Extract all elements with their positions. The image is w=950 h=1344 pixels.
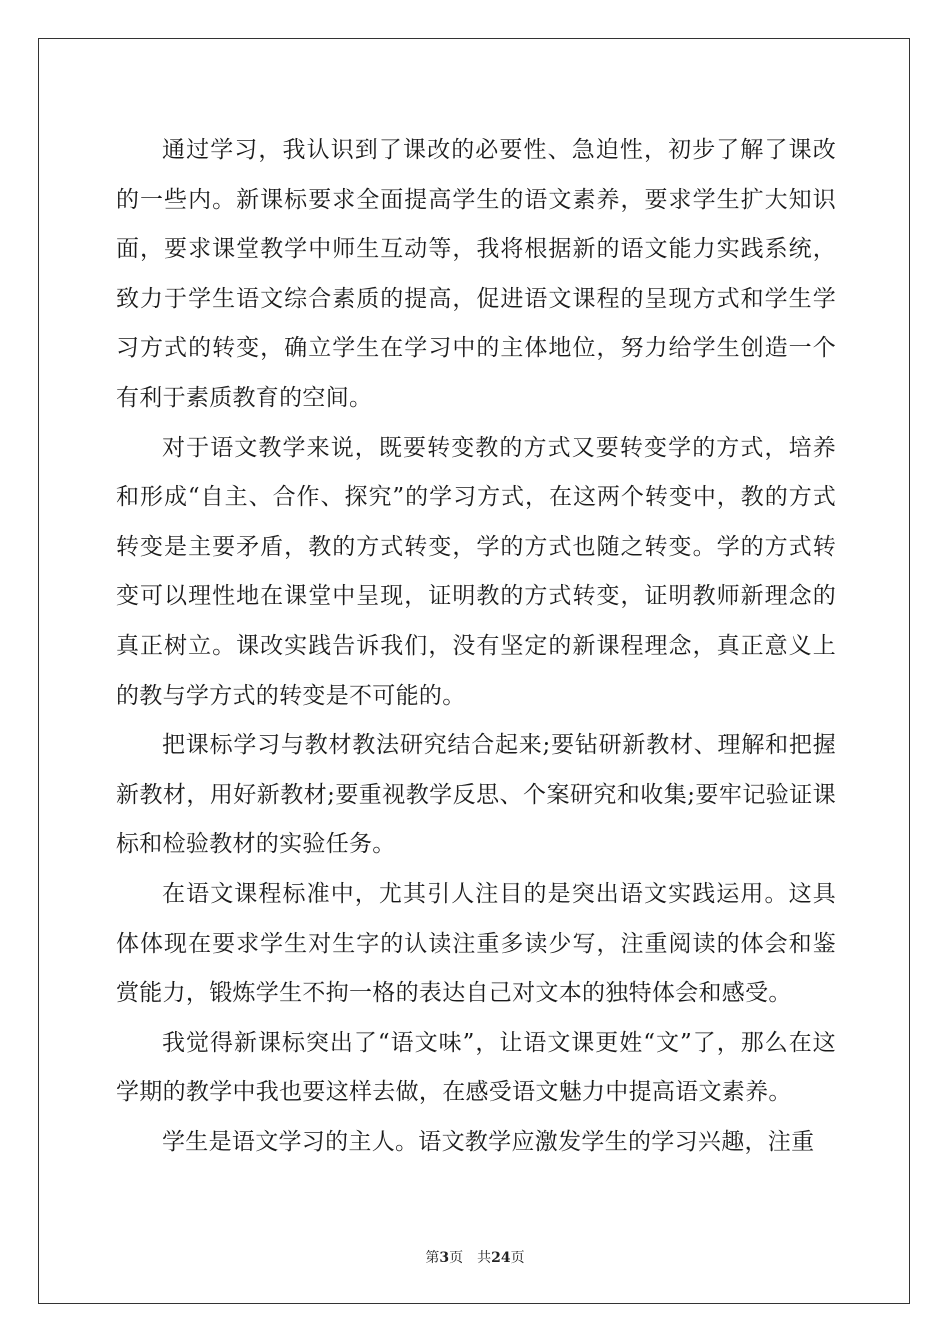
paragraph: 在语文课程标准中，尤其引人注目的是突出语文实践运用。这具体体现在要求学生对生字的认读注重多读少写，注重阅读的体会和鉴赏能力，锻炼学生不拘一格的表达自己对文本的独特体会和感受。	[116, 880, 836, 1007]
total-prefix: 共	[477, 1250, 492, 1266]
page-suffix: 页	[449, 1250, 464, 1266]
page-number: 3	[439, 1250, 450, 1266]
document-body	[116, 126, 836, 1167]
total-suffix: 页	[510, 1250, 525, 1266]
paragraph: 通过学习，我认识到了课改的必要性、急迫性，初步了解了课改的一些内。新课标要求全面提高学生的语文素养，要求学生扩大知识面，要求课堂教学中师生互动等，我将根据新的语文能力实践系统，致力于学生语文综合素质的提高，促进语文课程的呈现方式和学生学习方式的转变，确立学生在学习中的主体地位，努力给学生创造一个有利于素质教育的空间。	[116, 137, 836, 411]
page-footer	[0, 1247, 950, 1267]
paragraph: 学生是语文学习的主人。语文教学应激发学生的学习兴趣，注重	[162, 1128, 815, 1155]
paragraph: 对于语文教学来说，既要转变教的方式又要转变学的方式，培养和形成“自主、合作、探究”的学习方式，在这两个转变中，教的方式转变是主要矛盾，教的方式转变，学的方式也随之转变。学的方式转变可以理性地在课堂中呈现，证明教的方式转变，证明教师新理念的真正树立。课改实践告诉我们，没有坚定的新课程理念，真正意义上的教与学方式的转变是不可能的。	[116, 434, 836, 709]
page-prefix: 第	[425, 1250, 440, 1266]
paragraph: 把课标学习与教材教法研究结合起来;要钻研新教材、理解和把握新教材，用好新教材;要重视教学反思、个案研究和收集;要牢记验证课标和检验教材的实验任务。	[116, 732, 836, 858]
total-pages: 24	[491, 1250, 511, 1266]
paragraph: 我觉得新课标突出了“语文味”，让语文课更姓“文”了，那么在这学期的教学中我也要这样去做，在感受语文魅力中提高语文素养。	[116, 1029, 836, 1106]
